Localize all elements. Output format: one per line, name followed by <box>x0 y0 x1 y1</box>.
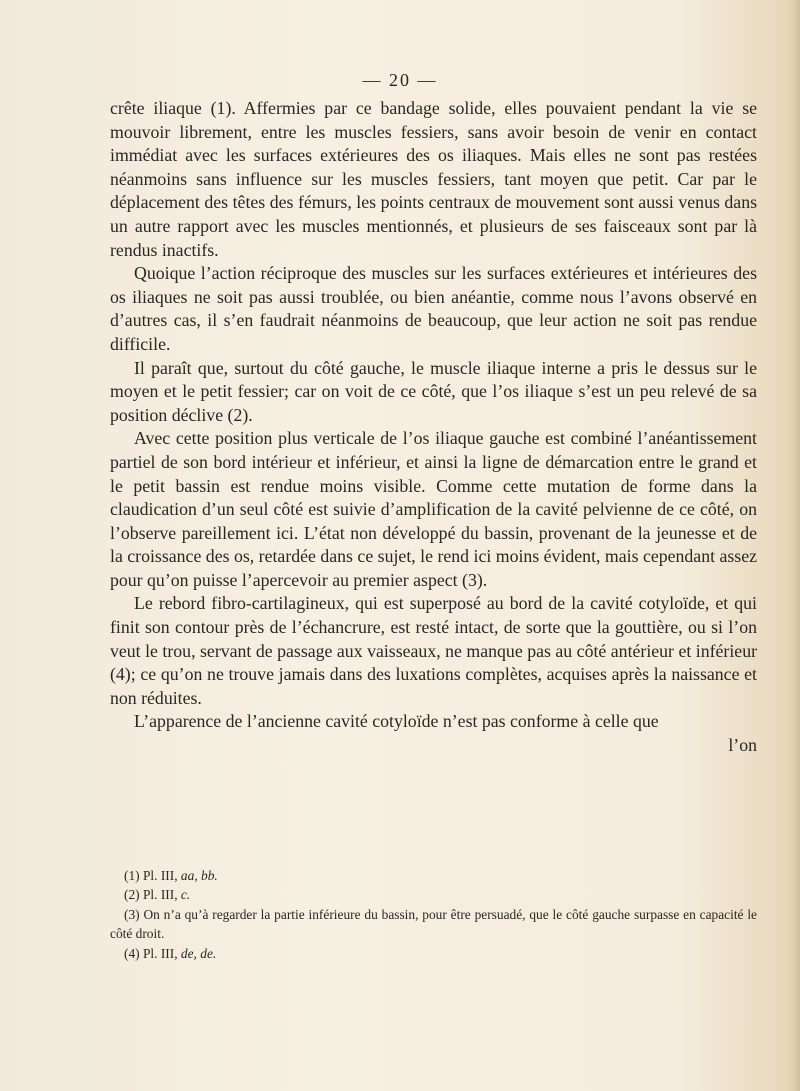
paragraph-5: Le rebord fibro-cartilagineux, qui est superposé au bord de la cavité cotyloïde, et qui finit son contour près de l’échancrure, est resté intact, de sorte que la gouttière, ou si l’on veut le trou, servant de passage aux vaisseaux, ne manque pas au côté antérieur et inférieur (4); ce qu’on ne trouve jamais dans des luxations complètes, acquises après la naissance et non réduites. <box>110 593 757 708</box>
paragraph-6-continuation: l’on <box>728 735 757 756</box>
page-edge-shadow <box>790 0 800 1091</box>
page-number: — 20 — <box>362 70 438 90</box>
footnote-3: (3) On n’a qu’à regarder la partie inférieure du bassin, pour être persuadé, que le côté gauche surpasse en capacité le côté droit. <box>110 906 757 942</box>
main-text <box>110 97 757 758</box>
paragraph-6: L’apparence de l’ancienne cavité cotyloïde n’est pas conforme à celle que <box>134 711 659 732</box>
paragraph-2: Quoique l’action réciproque des muscles sur les surfaces extérieures et intérieures des os iliaques ne soit pas aussi troublée, ou bien anéantie, comme nous l’avons observé en d’autres cas, il s’en faudrait néanmoins de beaucoup, que leur action ne soit pas rendue difficile. <box>110 263 757 354</box>
paragraph-4: Avec cette position plus verticale de l’os iliaque gauche est combiné l’anéantissement partiel de son bord intérieur et inférieur, et ainsi la ligne de démarcation entre le grand et le petit bassin est rendue moins visible. Comme cette mutation de forme dans la claudication d’un seul côté est suivie d’amplification de la cavité pelvienne de ce côté, on l’observe pareillement ici. L’état non développé du bassin, provenant de la jeunesse et de la croissance des os, retardée dans ce sujet, le rend ici moins évident, mais cependant assez pour qu’on puisse l’apercevoir au premier aspect (3). <box>110 428 757 590</box>
footnote-2: (2) Pl. III, c. <box>124 887 191 903</box>
footnotes <box>110 866 757 963</box>
paragraph-1: crête iliaque (1). Affermies par ce bandage solide, elles pouvaient pendant la vie se mouvoir librement, entre les muscles fessiers, sans avoir besoin de venir en contact immédiat avec les surfaces extérieures des os iliaques. Mais elles ne sont pas restées néanmoins sans influence sur les muscles fessiers, tant moyen que petit. Car par le déplacement des têtes des fémurs, les points centraux de mouvement sont aussi venus dans un autre rapport avec les muscles mentionnés, et plusieurs de ses faisceaux sont par là rendus inactifs. <box>110 98 757 260</box>
paragraph-3: Il paraît que, surtout du côté gauche, le muscle iliaque interne a pris le dessus sur le moyen et le petit fessier; car on voit de ce côté, que l’os iliaque s’est un peu relevé de sa position déclive (2). <box>110 357 757 425</box>
footnote-4: (4) Pl. III, de, de. <box>124 945 217 961</box>
footnote-1: (1) Pl. III, aa, bb. <box>124 868 218 883</box>
